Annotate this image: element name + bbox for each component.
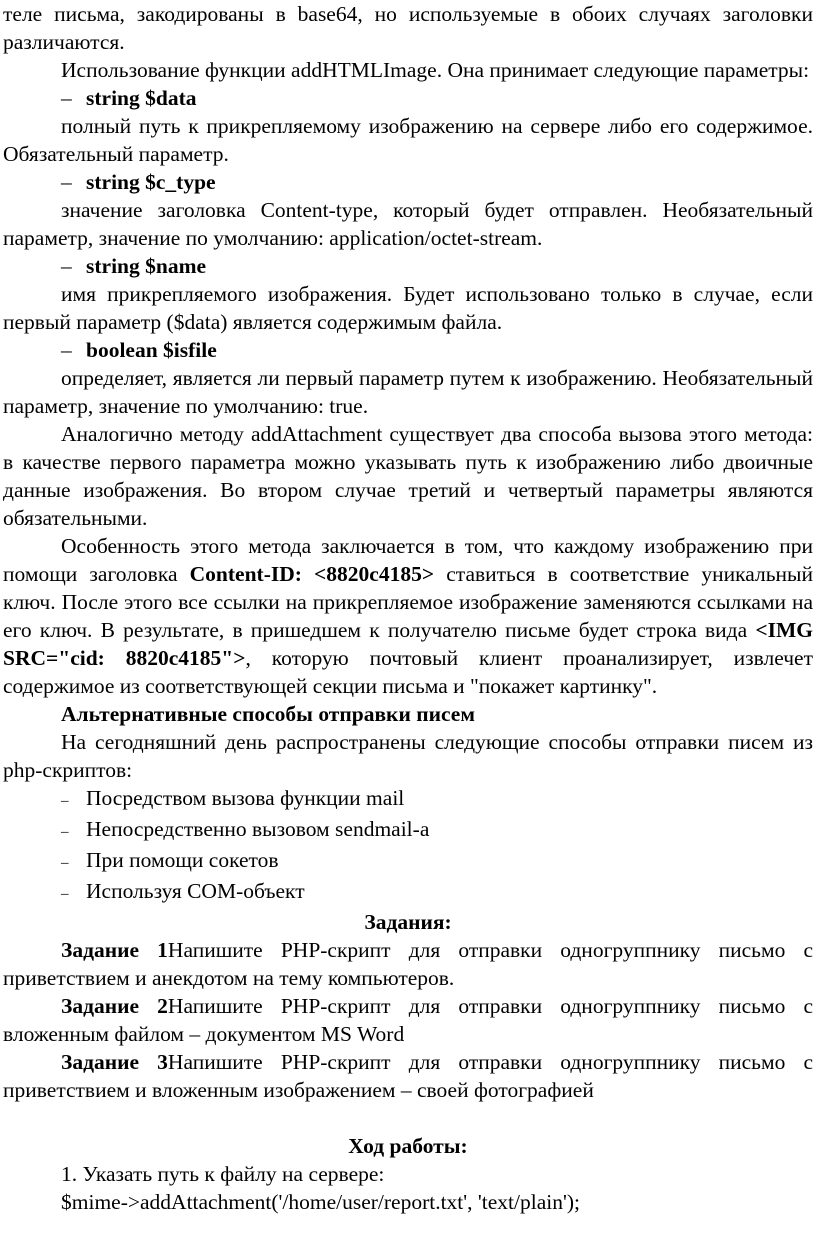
- dash-icon: –: [61, 254, 72, 278]
- heading-tasks: Задания:: [364, 910, 452, 934]
- heading-alternative-methods: Альтернативные способы отправки писем: [61, 702, 475, 726]
- dash-icon: –: [61, 855, 69, 871]
- dash-icon: –: [61, 338, 72, 362]
- paragraph-base64-headers: теле письма, закодированы в base64, но используемые в обоих случаях заголовки различаются.: [3, 2, 813, 54]
- paragraph-addhtmlimage-intro: Использование функции addHTMLImage. Она принимает следующие параметры:: [61, 58, 810, 82]
- task-3: Задание 3Напишите PHP-скрипт для отправки одногруппнику письмо с приветствием и вложенным изображением – своей фотографией: [3, 1050, 814, 1102]
- list-item: – Непосредственно вызовом sendmail-а: [3, 815, 813, 846]
- dash-icon: –: [61, 170, 72, 194]
- param-data-desc: полный путь к прикрепляемому изображению на сервере либо его содержимое. Обязательный параметр.: [3, 114, 813, 166]
- dash-icon: –: [61, 86, 72, 110]
- list-item: – При помощи сокетов: [3, 846, 813, 877]
- list-item: – Посредством вызова функции mail: [3, 784, 813, 815]
- paragraph-methods-intro: На сегодняшний день распространены следующие способы отправки писем из php-скриптов:: [3, 730, 813, 782]
- param-isfile: – boolean $isfile: [61, 338, 217, 362]
- param-name-desc: имя прикрепляемого изображения. Будет использовано только в случае, если первый параметр ($data) является содержимым файла.: [3, 282, 813, 334]
- dash-icon: –: [61, 886, 69, 902]
- param-data: – string $data: [61, 86, 197, 110]
- param-c-type-desc: значение заголовка Content-type, который будет отправлен. Необязательный параметр, значение по умолчанию: application/octet-stream.: [3, 198, 813, 250]
- paragraph-call-methods: Аналогично методу addAttachment существует два способа вызова этого метода: в качестве первого параметра можно указывать путь к изображению либо двоичные данные изображения. Во втором случае третий и четвертый параметры являются обязательными.: [3, 422, 813, 530]
- param-c-type: – string $c_type: [61, 170, 216, 194]
- param-isfile-desc: определяет, является ли первый параметр путем к изображению. Необязательный параметр, значение по умолчанию: true.: [3, 366, 813, 418]
- dash-icon: –: [61, 793, 69, 809]
- list-item: – Используя COM-объект: [3, 877, 813, 908]
- task-2: Задание 2Напишите PHP-скрипт для отправки одногруппнику письмо с вложенным файлом – документом MS Word: [3, 994, 814, 1046]
- dash-icon: –: [61, 824, 69, 840]
- step-1: 1. Указать путь к файлу на сервере:: [61, 1162, 385, 1186]
- code-line: $mime->addAttachment('/home/user/report.txt', 'text/plain');: [61, 1190, 580, 1214]
- spacer: [3, 1104, 813, 1132]
- param-name: – string $name: [61, 254, 207, 278]
- paragraph-content-id: Особенность этого метода заключается в том, что каждому изображению при помощи заголовка Content-ID: <8820c4185> ставиться в соответствие уникальный ключ. После этого все ссылки на прикрепляемое изображение заменяются ссылками на его ключ. В результате, в пришедшем к получателю письме будет строка вида <IMG SRC="cid: 8820c4185">, которую почтовый клиент проанализирует, извлечет содержимое из соответствующей секции письма и "покажет картинку".: [3, 534, 814, 698]
- task-1: Задание 1Напишите PHP-скрипт для отправки одногруппнику письмо с приветствием и анекдотом на тему компьютеров.: [3, 938, 814, 990]
- heading-workflow: Ход работы:: [348, 1134, 468, 1158]
